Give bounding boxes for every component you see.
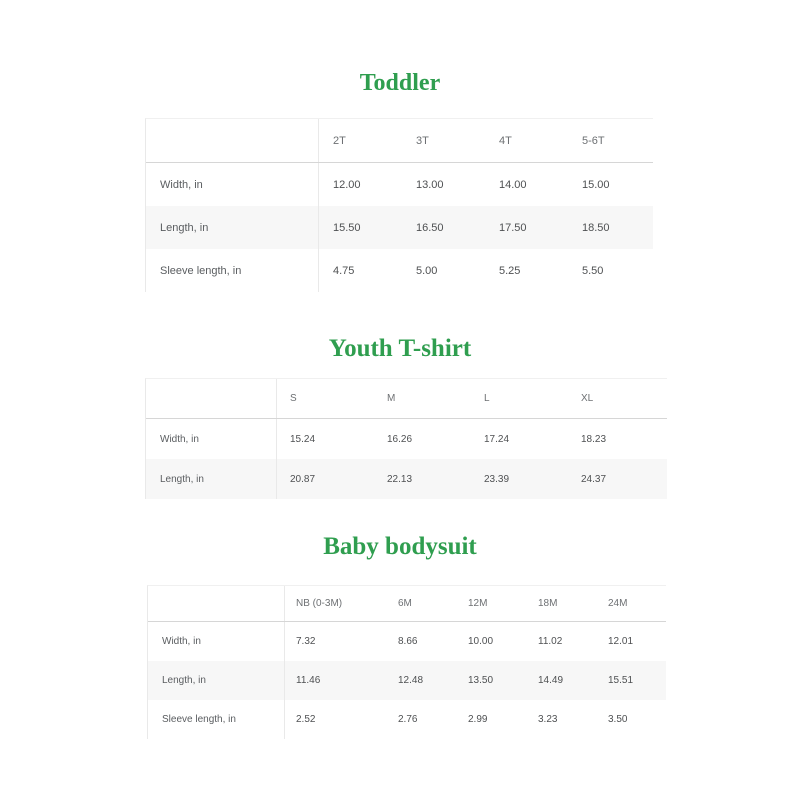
cell-value: 12.00 bbox=[333, 178, 361, 191]
column-header: 3T bbox=[416, 134, 429, 147]
row-label: Width, in bbox=[146, 163, 319, 206]
cell-value: 13.00 bbox=[416, 178, 444, 191]
table-row bbox=[148, 661, 666, 700]
cell-value: 5.00 bbox=[416, 264, 438, 277]
table-row bbox=[146, 163, 653, 206]
cell-value: 8.66 bbox=[398, 636, 418, 647]
size-table-youth-tshirt bbox=[145, 378, 667, 499]
cell-value: 5.50 bbox=[582, 264, 604, 277]
cell-value: 14.49 bbox=[538, 675, 564, 686]
cell-value: 4.75 bbox=[333, 264, 355, 277]
cell-value: 12.48 bbox=[398, 675, 424, 686]
row-label: Width, in bbox=[146, 419, 277, 459]
table-row bbox=[146, 206, 653, 249]
cell-value: 18.50 bbox=[582, 221, 610, 234]
cell-value: 7.32 bbox=[296, 636, 316, 647]
cell-value: 16.50 bbox=[416, 221, 444, 234]
column-header: 12M bbox=[468, 598, 488, 609]
cell-value: 11.46 bbox=[296, 675, 321, 686]
cell-value: 20.87 bbox=[290, 473, 316, 485]
cell-value: 15.51 bbox=[608, 675, 634, 686]
cell-value: 15.50 bbox=[333, 221, 361, 234]
section-title-toddler: Toddler bbox=[359, 70, 441, 96]
header-spacer-cell bbox=[146, 379, 277, 418]
row-label: Length, in bbox=[146, 459, 277, 499]
row-label: Sleeve length, in bbox=[146, 249, 319, 292]
cell-value: 13.50 bbox=[468, 675, 494, 686]
size-table-toddler bbox=[145, 118, 653, 292]
table-row bbox=[146, 249, 653, 292]
cell-value: 17.24 bbox=[484, 433, 510, 445]
row-label: Sleeve length, in bbox=[148, 700, 285, 739]
cell-value: 2.76 bbox=[398, 714, 418, 725]
table-header-row bbox=[148, 586, 666, 622]
row-label: Length, in bbox=[148, 661, 285, 700]
column-header: M bbox=[387, 393, 396, 404]
row-label: Length, in bbox=[146, 206, 319, 249]
cell-value: 12.01 bbox=[608, 636, 634, 647]
header-spacer-cell bbox=[148, 586, 285, 621]
column-header: 18M bbox=[538, 598, 558, 609]
cell-value: 3.23 bbox=[538, 714, 558, 725]
cell-value: 5.25 bbox=[499, 264, 521, 277]
column-header: NB (0-3M) bbox=[296, 598, 343, 609]
column-header: L bbox=[484, 393, 490, 404]
table-row bbox=[146, 459, 667, 499]
cell-value: 23.39 bbox=[484, 473, 510, 485]
table-header-row bbox=[146, 379, 667, 419]
row-label: Width, in bbox=[148, 622, 285, 661]
size-table-baby-bodysuit bbox=[147, 585, 666, 739]
header-spacer-cell bbox=[146, 119, 319, 162]
table-row bbox=[146, 419, 667, 459]
column-header: 4T bbox=[499, 134, 512, 147]
cell-value: 15.24 bbox=[290, 433, 316, 445]
cell-value: 10.00 bbox=[468, 636, 494, 647]
cell-value: 16.26 bbox=[387, 433, 413, 445]
column-header: 5-6T bbox=[582, 134, 605, 147]
column-header: XL bbox=[581, 393, 594, 404]
cell-value: 2.52 bbox=[296, 714, 316, 725]
cell-value: 2.99 bbox=[468, 714, 488, 725]
section-title-baby-bodysuit: Baby bodysuit bbox=[323, 533, 477, 560]
section-title-youth-tshirt: Youth T-shirt bbox=[328, 335, 472, 362]
column-header: 6M bbox=[398, 598, 412, 609]
table-row bbox=[148, 622, 666, 661]
cell-value: 17.50 bbox=[499, 221, 527, 234]
cell-value: 22.13 bbox=[387, 473, 413, 485]
cell-value: 3.50 bbox=[608, 714, 628, 725]
cell-value: 18.23 bbox=[581, 433, 607, 445]
cell-value: 24.37 bbox=[581, 473, 607, 485]
cell-value: 14.00 bbox=[499, 178, 527, 191]
table-header-row bbox=[146, 119, 653, 163]
cell-value: 11.02 bbox=[538, 636, 563, 647]
column-header: 24M bbox=[608, 598, 628, 609]
table-row bbox=[148, 700, 666, 739]
cell-value: 15.00 bbox=[582, 178, 610, 191]
column-header: 2T bbox=[333, 134, 346, 147]
column-header: S bbox=[290, 393, 297, 404]
